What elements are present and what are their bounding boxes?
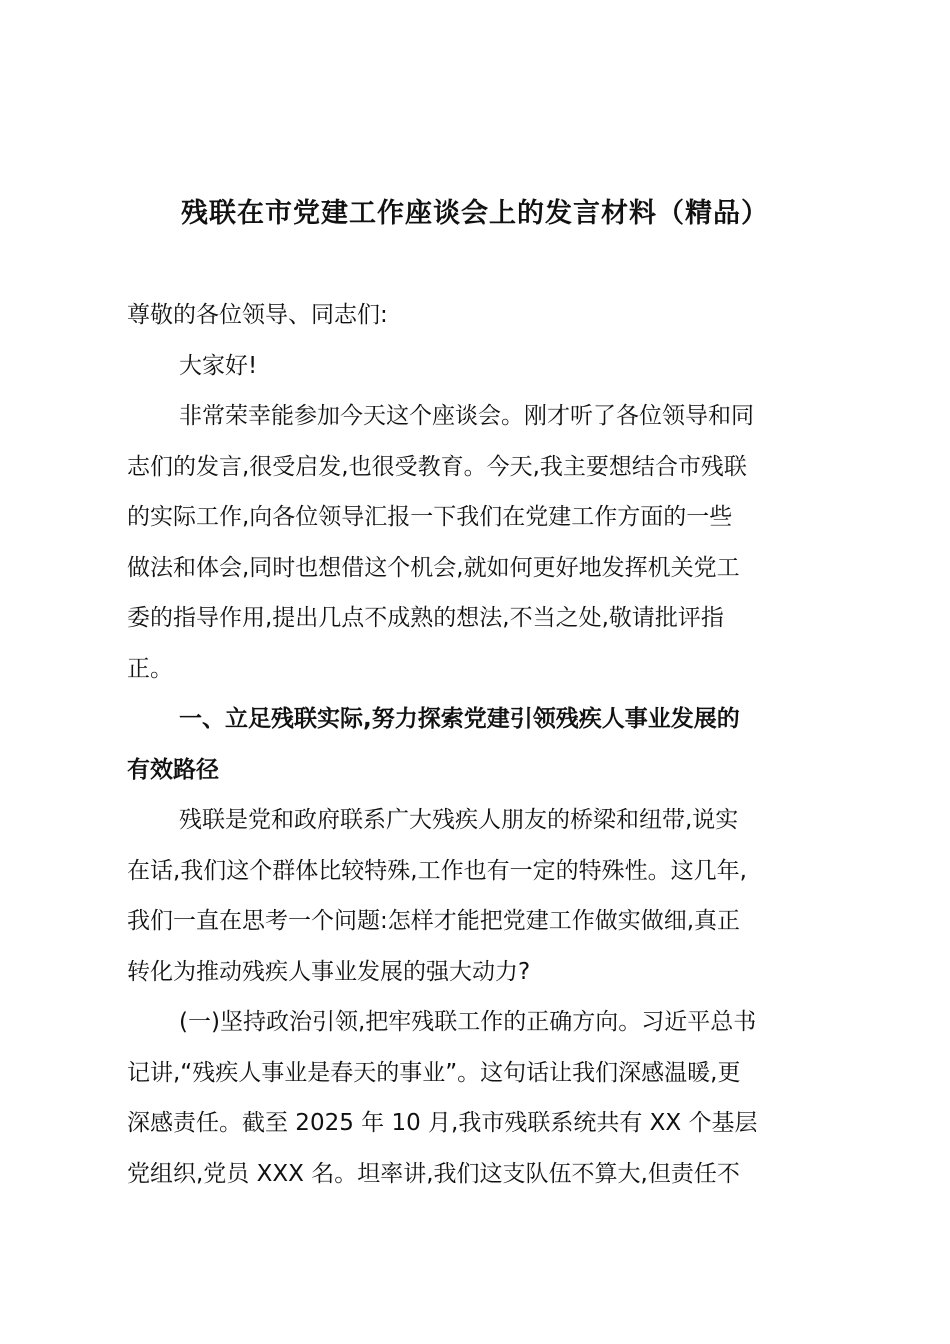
paragraph-line: 记讲,“残疾人事业是春天的事业”。这句话让我们深感温暖,更	[127, 1059, 741, 1086]
document-body	[127, 290, 827, 1199]
paragraph-line: 残联是党和政府联系广大残疾人朋友的桥梁和纽带,说实	[179, 807, 739, 833]
paragraph-line: 在话,我们这个群体比较特殊,工作也有一定的特殊性。这几年,	[127, 857, 747, 884]
paragraph-line: (一)坚持政治引领,把牢残联工作的正确方向。习近平总书	[179, 1009, 757, 1035]
section-heading-line: 有效路径	[127, 756, 219, 783]
paragraph-line: 转化为推动残疾人事业发展的强大动力?	[127, 958, 531, 985]
greeting-line: 大家好!	[179, 352, 258, 379]
paragraph-line: 深感责任。截至 2025 年 10 月,我市残联系统共有 XX 个基层	[127, 1110, 758, 1136]
paragraph-line: 志们的发言,很受启发,也很受教育。今天,我主要想结合市残联	[127, 453, 747, 480]
document-title: 残联在市党建工作座谈会上的发言材料（精品）	[181, 198, 769, 229]
paragraph-line: 正。	[127, 655, 173, 682]
paragraph-line: 做法和体会,同时也想借这个机会,就如何更好地发挥机关党工	[127, 554, 740, 581]
section-heading-line: 一、立足残联实际,努力探索党建引领残疾人事业发展的	[179, 706, 740, 732]
paragraph-line: 非常荣幸能参加今天这个座谈会。刚才听了各位领导和同	[179, 403, 754, 429]
paragraph-line: 党组织,党员 XXX 名。坦率讲,我们这支队伍不算大,但责任不	[127, 1160, 740, 1187]
salutation-line: 尊敬的各位领导、同志们:	[127, 302, 388, 328]
paragraph-line: 我们一直在思考一个问题:怎样才能把党建工作做实做细,真正	[127, 908, 741, 934]
paragraph-line: 的实际工作,向各位领导汇报一下我们在党建工作方面的一些	[127, 504, 733, 530]
paragraph-line: 委的指导作用,提出几点不成熟的想法,不当之处,敬请批评指	[127, 605, 724, 631]
